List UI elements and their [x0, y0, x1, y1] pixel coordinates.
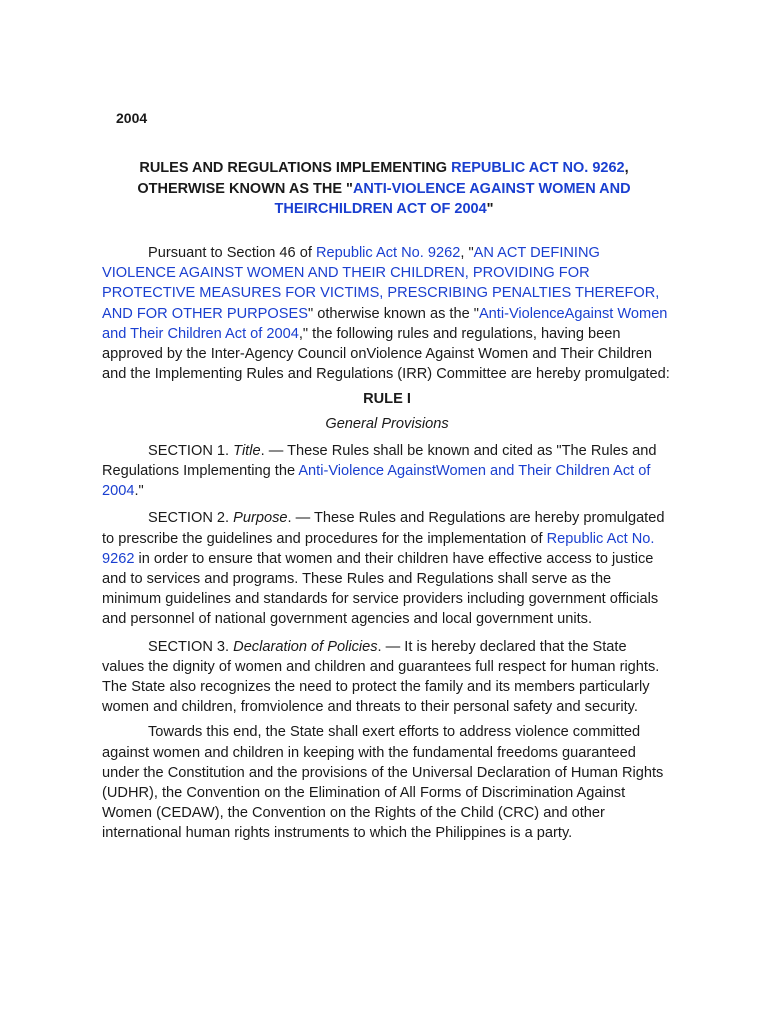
- heading-link-ra9262[interactable]: REPUBLIC ACT NO. 9262: [451, 160, 625, 176]
- document-year: 2004: [116, 110, 148, 126]
- intro-text-4: ," the following rules and regulations, having been approved by the Inter-Agency Council onViolence Against Women and Their Children and the Implementing Rules and Regulations (IRR) Committee are hereby promulgated:: [102, 325, 670, 383]
- intro-paragraph: [102, 243, 672, 384]
- intro-link-act-short-title[interactable]: Anti-ViolenceAgainst Women and Their Children Act of 2004: [102, 305, 668, 342]
- section-1-text-1: . — These Rules shall be known and cited as "The Rules and Regulations Implementing the: [102, 442, 657, 480]
- section-3-label: SECTION 3.: [148, 638, 234, 655]
- rule-title: RULE I: [363, 391, 411, 408]
- heading-text-2: , OTHERWISE KNOWN AS THE ": [137, 160, 629, 197]
- section-1-paragraph: [102, 441, 672, 502]
- heading-link-act-title[interactable]: ANTI-VIOLENCE AGAINST WOMEN AND THEIRCHILDREN ACT OF 2004: [274, 180, 631, 217]
- rule-subtitle: General Provisions: [325, 415, 449, 432]
- section-3-paragraph: [102, 637, 672, 718]
- section-3-text-1: . — It is hereby declared that the State values the dignity of women and children and guarantees full respect for human rights. The State also recognizes the need to protect the family and its members particularly women and children, fromviolence and threats to their personal safety and security.: [102, 638, 660, 716]
- document-body: [102, 243, 672, 844]
- heading-text-3: ": [486, 201, 494, 217]
- section-2-text-2: in order to ensure that women and their children have effective access to justice and to services and programs. These Rules and Regulations shall serve as the minimum guidelines and standards for service providers including government officials and personnel of national government agencies and local government units.: [102, 550, 659, 628]
- section-2-paragraph: [102, 508, 672, 629]
- section-2-link[interactable]: Republic Act No. 9262: [102, 530, 655, 567]
- section-1-link[interactable]: Anti-Violence AgainstWomen and Their Children Act of 2004: [102, 463, 651, 500]
- document-heading: [100, 158, 668, 220]
- section-2-text-1: . — These Rules and Regulations are hereby promulgated to prescribe the guidelines and procedures for the implementation of: [102, 510, 665, 547]
- intro-link-act-long-title[interactable]: AN ACT DEFINING VIOLENCE AGAINST WOMEN AND THEIR CHILDREN, PROVIDING FOR PROTECTIVE MEASURES FOR VICTIMS, PRESCRIBING PENALTIES THEREFOR, AND FOR OTHER PURPOSES: [102, 245, 660, 322]
- heading-text-1: RULES AND REGULATIONS IMPLEMENTING: [139, 160, 452, 176]
- section-2-label: SECTION 2.: [148, 510, 234, 527]
- intro-text-2: , ": [460, 245, 474, 261]
- section-2-title: Purpose: [233, 510, 288, 527]
- section-1-title: Title: [233, 442, 261, 459]
- intro-link-ra9262[interactable]: Republic Act No. 9262: [315, 245, 461, 261]
- towards-paragraph: Towards this end, the State shall exert efforts to address violence committed against women and children in keeping with the fundamental freedoms guaranteed under the Constitution and the provisions of the Universal Declaration of Human Rights (UDHR), the Convention on the Elimination of All Forms of Discrimination Against Women (CEDAW), the Convention on the Rights of the Child (CRC) and other international human rights instruments to which the Philippines is a party.: [102, 724, 664, 842]
- section-3-title: Declaration of Policies: [233, 638, 378, 655]
- section-1-text-2: .": [134, 483, 144, 500]
- section-1-label: SECTION 1.: [148, 442, 234, 459]
- intro-text-1: Pursuant to Section 46 of: [148, 245, 316, 261]
- intro-text-3: " otherwise known as the ": [307, 305, 479, 322]
